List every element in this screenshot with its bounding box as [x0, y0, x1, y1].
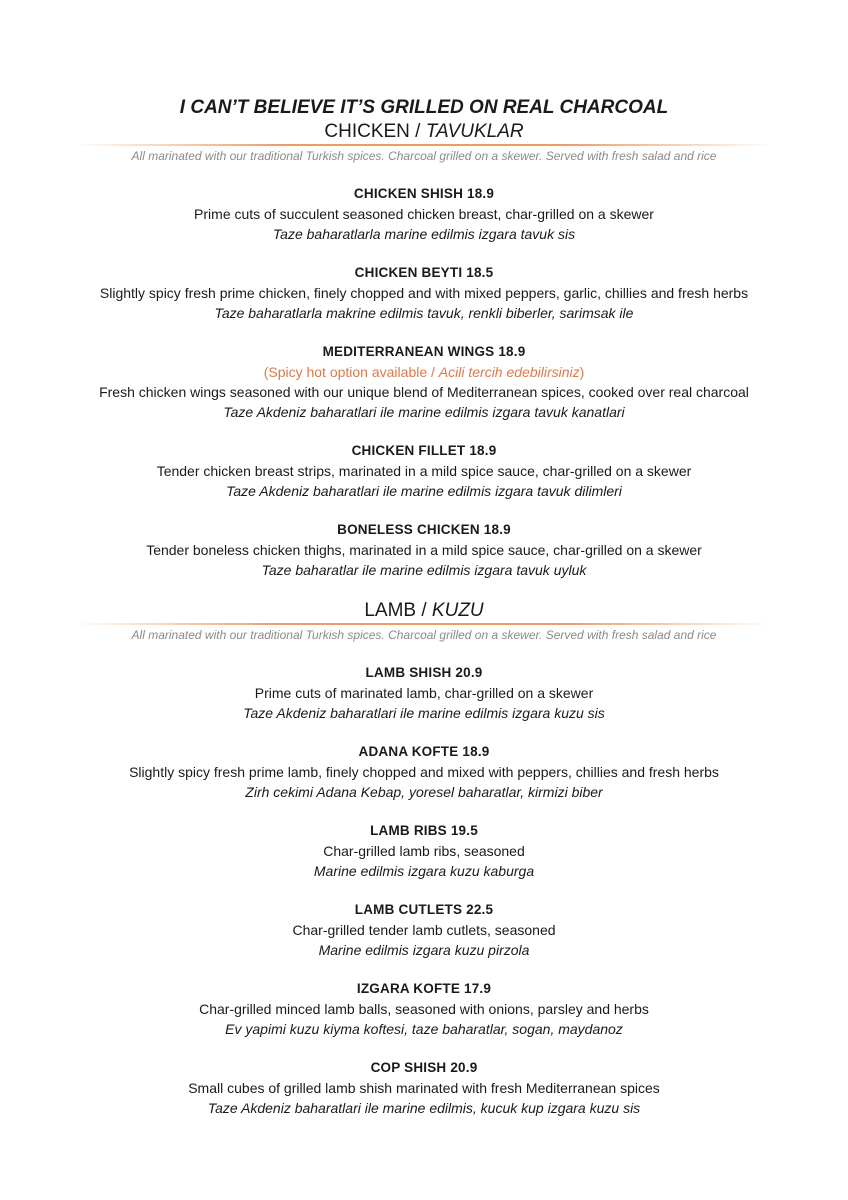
item-name: LAMB RIBS 19.5 — [370, 823, 478, 838]
chicken-section — [0, 120, 848, 580]
item-turkish-description: Taze Akdeniz baharatlari ile marine edilmis izgara kuzu sis — [243, 705, 605, 721]
item-turkish-description: Taze baharatlarla makrine edilmis tavuk, renkli biberler, sarimsak ile — [214, 305, 634, 321]
item-name: CHICKEN BEYTI 18.5 — [354, 265, 494, 280]
item-turkish-description: Ev yapimi kuzu kiyma koftesi, taze baharatlar, sogan, maydanoz — [225, 1021, 623, 1037]
option-text-en: (Spicy hot option available / — [263, 364, 439, 380]
item-turkish-description: Taze Akdeniz baharatlari ile marine edilmis izgara tavuk kanatlari — [223, 404, 625, 420]
menu-item — [0, 742, 848, 802]
menu-item — [0, 1058, 848, 1118]
option-close-paren: ) — [579, 364, 585, 380]
item-description: Slightly spicy fresh prime lamb, finely chopped and mixed with peppers, chillies and fresh herbs — [129, 764, 719, 780]
item-name: ADANA KOFTE 18.9 — [358, 744, 490, 759]
item-name: LAMB CUTLETS 22.5 — [354, 902, 494, 917]
item-turkish-description: Taze Akdeniz baharatlari ile marine edilmis izgara tavuk dilimleri — [226, 483, 622, 499]
item-name: LAMB SHISH 20.9 — [365, 665, 483, 680]
item-turkish-description: Taze Akdeniz baharatlari ile marine edilmis, kucuk kup izgara kuzu sis — [207, 1100, 641, 1116]
section-note: All marinated with our traditional Turkish spices. Charcoal grilled on a skewer. Served with fresh salad and rice — [131, 628, 717, 642]
menu-item — [0, 900, 848, 960]
menu-item — [0, 342, 848, 422]
section-divider — [74, 623, 774, 625]
item-turkish-description: Taze baharatlar ile marine edilmis izgara tavuk uyluk — [261, 562, 587, 578]
section-title-en: LAMB / — [364, 600, 432, 621]
menu-item — [0, 979, 848, 1039]
section-title-tr: TAVUKLAR — [425, 121, 524, 142]
menu-item — [0, 184, 848, 244]
item-description: Tender chicken breast strips, marinated in a mild spice sauce, char-grilled on a skewer — [156, 463, 692, 479]
item-turkish-description: Taze baharatlarla marine edilmis izgara tavuk sis — [272, 226, 576, 242]
option-text-tr: Acili tercih edebilirsiniz — [438, 364, 580, 380]
item-description: Char-grilled tender lamb cutlets, seasoned — [292, 922, 556, 938]
item-description: Char-grilled lamb ribs, seasoned — [323, 843, 525, 859]
menu-item — [0, 821, 848, 881]
item-description: Prime cuts of succulent seasoned chicken breast, char-grilled on a skewer — [194, 206, 654, 222]
item-name: BONELESS CHICKEN 18.9 — [337, 522, 511, 537]
item-turkish-description: Zirh cekimi Adana Kebap, yoresel baharatlar, kirmizi biber — [245, 784, 603, 800]
item-name: CHICKEN SHISH 18.9 — [353, 186, 495, 201]
item-name: IZGARA KOFTE 17.9 — [356, 981, 492, 996]
menu-item — [0, 520, 848, 580]
menu-headline: I CAN’T BELIEVE IT’S GRILLED ON REAL CHARCOAL — [179, 97, 669, 118]
item-name: COP SHISH 20.9 — [370, 1060, 478, 1075]
item-description: Slightly spicy fresh prime chicken, finely chopped and with mixed peppers, garlic, chillies and fresh herbs — [99, 285, 749, 301]
menu-item — [0, 263, 848, 323]
menu-item — [0, 663, 848, 723]
menu-item — [0, 441, 848, 501]
item-name: MEDITERRANEAN WINGS 18.9 — [322, 344, 526, 359]
section-note: All marinated with our traditional Turkish spices. Charcoal grilled on a skewer. Served with fresh salad and rice — [131, 149, 717, 163]
item-description: Tender boneless chicken thighs, marinated in a mild spice sauce, char-grilled on a skewer — [146, 542, 702, 558]
section-title-tr: KUZU — [431, 600, 484, 621]
item-name: CHICKEN FILLET 18.9 — [351, 443, 497, 458]
item-description: Prime cuts of marinated lamb, char-grilled on a skewer — [254, 685, 594, 701]
item-turkish-description: Marine edilmis izgara kuzu kaburga — [313, 863, 535, 879]
section-title-en: CHICKEN / — [324, 121, 426, 142]
lamb-section — [0, 599, 848, 1118]
section-title-chicken — [0, 120, 848, 144]
item-description: Fresh chicken wings seasoned with our unique blend of Mediterranean spices, cooked over real charcoal — [99, 384, 749, 400]
item-turkish-description: Marine edilmis izgara kuzu pirzola — [318, 942, 530, 958]
section-divider — [74, 144, 774, 146]
item-description: Small cubes of grilled lamb shish marinated with fresh Mediterranean spices — [188, 1080, 660, 1096]
item-option-note — [0, 362, 848, 382]
item-description: Char-grilled minced lamb balls, seasoned with onions, parsley and herbs — [199, 1001, 649, 1017]
section-title-lamb — [0, 599, 848, 623]
